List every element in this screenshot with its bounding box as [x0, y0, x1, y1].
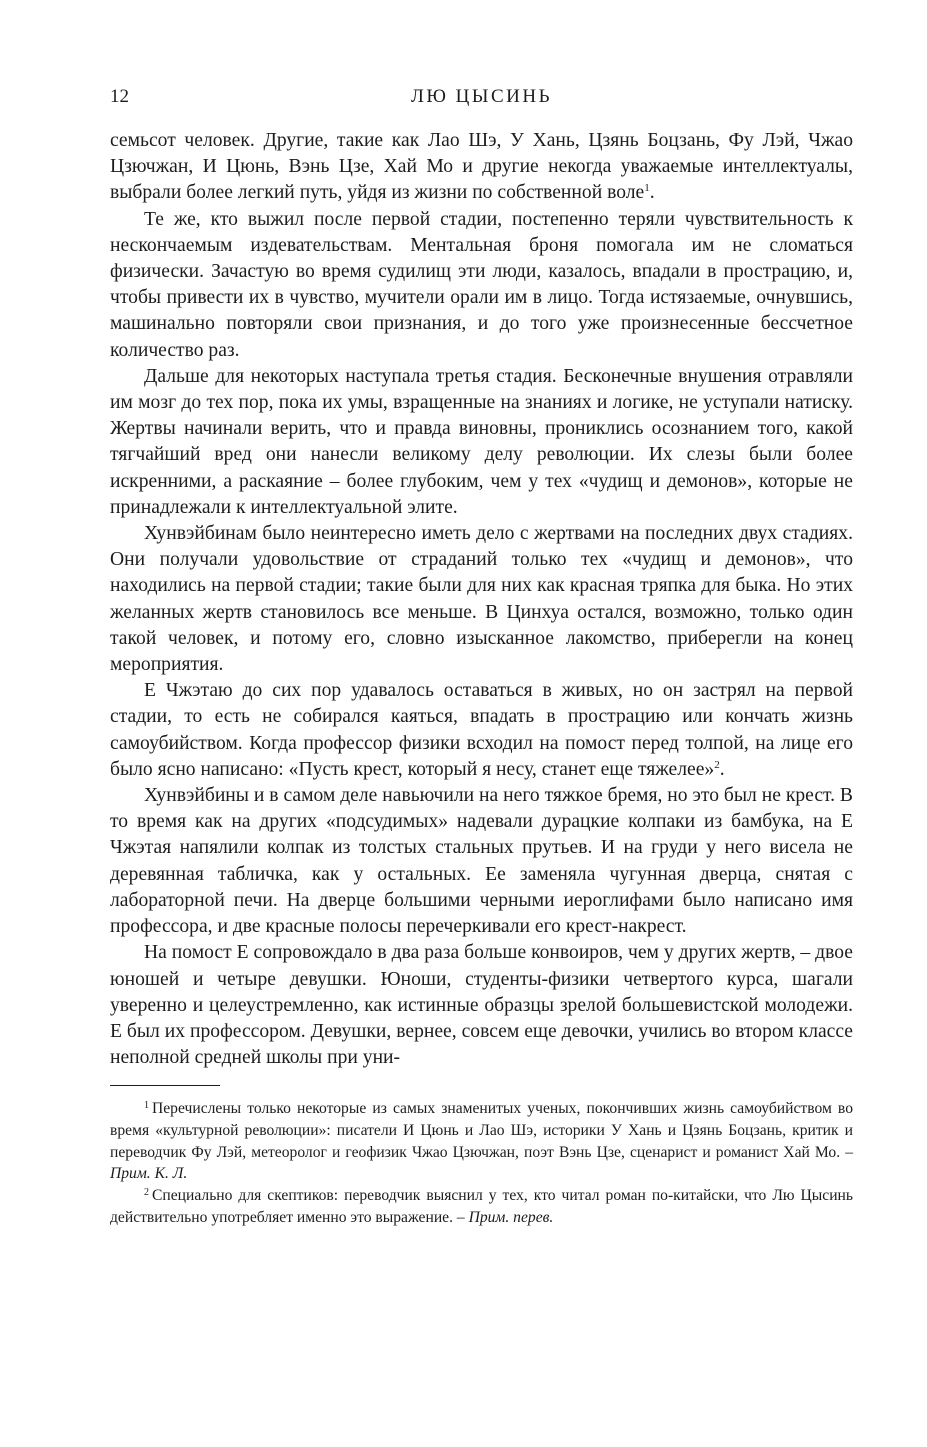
paragraph: Хунвэйбины и в самом деле навьючили на него тяжкое бремя, но это был не крест. В то время как на других «подсудимых» надевали дурацкие колпаки из бамбука, на Е Чжэтая напялили колпак из толстых стальных прутьев. И на груди у него висела не деревянная табличка, как у остальных. Ее заменяла чугунная дверца, снятая с лабораторной печи. На дверце большими черными иероглифами было написано имя профессора, и две красные полосы перечеркивали его крест-накрест. — [110, 785, 853, 938]
footnote: $^1$ Перечислены только некоторые из самых знаменитых ученых, покончивших жизнь самоубийством во время «культурной революции»: писатели И Цюнь и Лао Шэ, историки У Хань и Цзянь Боцзань, критик и переводчик Фу Лэй, метеоролог и геофизик Чжао Цзючжан, поэт Вэнь Цзе, сценарист и романист Хай Мо. – Прим. К. Л. — [110, 1100, 853, 1183]
footnote-ref: 1 — [644, 182, 650, 195]
running-head — [110, 86, 853, 116]
paragraph: семьсот человек. Другие, такие как Лао Шэ, У Хань, Цзянь Боцзань, Фу Лэй, Чжао Цзючжан, И Цюнь, Вэнь Цзе, Хай Мо и другие некогда уважаемые интеллектуалы, выбрали более легкий путь, уйдя из жизни по собственной воле$^1$. — [110, 130, 853, 204]
paragraph: Те же, кто выжил после первой стадии, постепенно теряли чувствительность к нескончаемым издевательствам. Ментальная броня помогала им не сломаться физически. Зачастую во время судилищ эти люди, казалось, впадали в прострацию, и, чтобы привести их в чувство, мучители орали им в лицо. Тогда истязаемые, очнувшись, машинально повторяли свои признания, и до того уже произнесенные бессчетное количество раз. — [110, 208, 853, 361]
body-text — [110, 128, 853, 1071]
paragraph: Хунвэйбинам было неинтересно иметь дело с жертвами на последних двух стадиях. Они получали удовольствие от страданий только тех «чудищ и демонов», что находились на первой стадии; такие были для них как красная тряпка для быка. Но этих желанных жертв становилось все меньше. В Цинхуа остался, возможно, только один такой человек, и потому его, словно изысканное лакомство, приберегли на конец мероприятия. — [110, 523, 853, 676]
page-number: 12 — [110, 86, 129, 107]
footnote-mark: 1 — [144, 1100, 149, 1112]
footnote-divider — [110, 1085, 220, 1086]
footnote-attribution: Прим. перев. — [468, 1208, 554, 1226]
paragraph: Е Чжэтаю до сих пор удавалось оставаться в живых, но он застрял на первой стадии, то есть не собирался каяться, впадать в прострацию или кончать жизнь самоубийством. Когда профессор физики всходил на помост перед толпой, на лице его было ясно написано: «Пусть крест, который я несу, станет еще тяжелее»$^2$. — [110, 680, 853, 780]
paragraph: На помост Е сопровождало в два раза больше конвоиров, чем у других жертв, – двое юношей и четыре девушки. Юноши, студенты-физики четвертого курса, шагали уверенно и целеустремленно, как истинные образцы зрелой большевистской молодежи. Е был их профессором. Девушки, вернее, совсем еще девочки, учились во втором классе неполной средней школы при уни- — [110, 942, 853, 1069]
footnote: $^2$ Специально для скептиков: переводчик выяснил у тех, кто читал роман по-китайски, что Лю Цысинь действительно употребляет именно это выражение. – Прим. перев. — [110, 1187, 853, 1226]
footnote-ref: 2 — [714, 758, 720, 771]
running-title: ЛЮ ЦЫСИНЬ — [411, 86, 552, 107]
book-page — [110, 86, 853, 1229]
footnotes — [110, 1098, 853, 1228]
footnote-mark: 2 — [144, 1187, 149, 1199]
footnote-attribution: Прим. К. Л. — [110, 1165, 188, 1183]
paragraph: Дальше для некоторых наступала третья стадия. Бесконечные внушения отравляли им мозг до тех пор, пока их умы, взращенные на знаниях и логике, не уступали натиску. Жертвы начинали верить, что и правда виновны, прониклись осознанием того, какой тягчайший вред они нанесли великому делу революции. Их слезы были более искренними, а раскаяние – более глубоким, чем у тех «чудищ и демонов», которые не принадлежали к интеллектуальной элите. — [110, 365, 853, 518]
